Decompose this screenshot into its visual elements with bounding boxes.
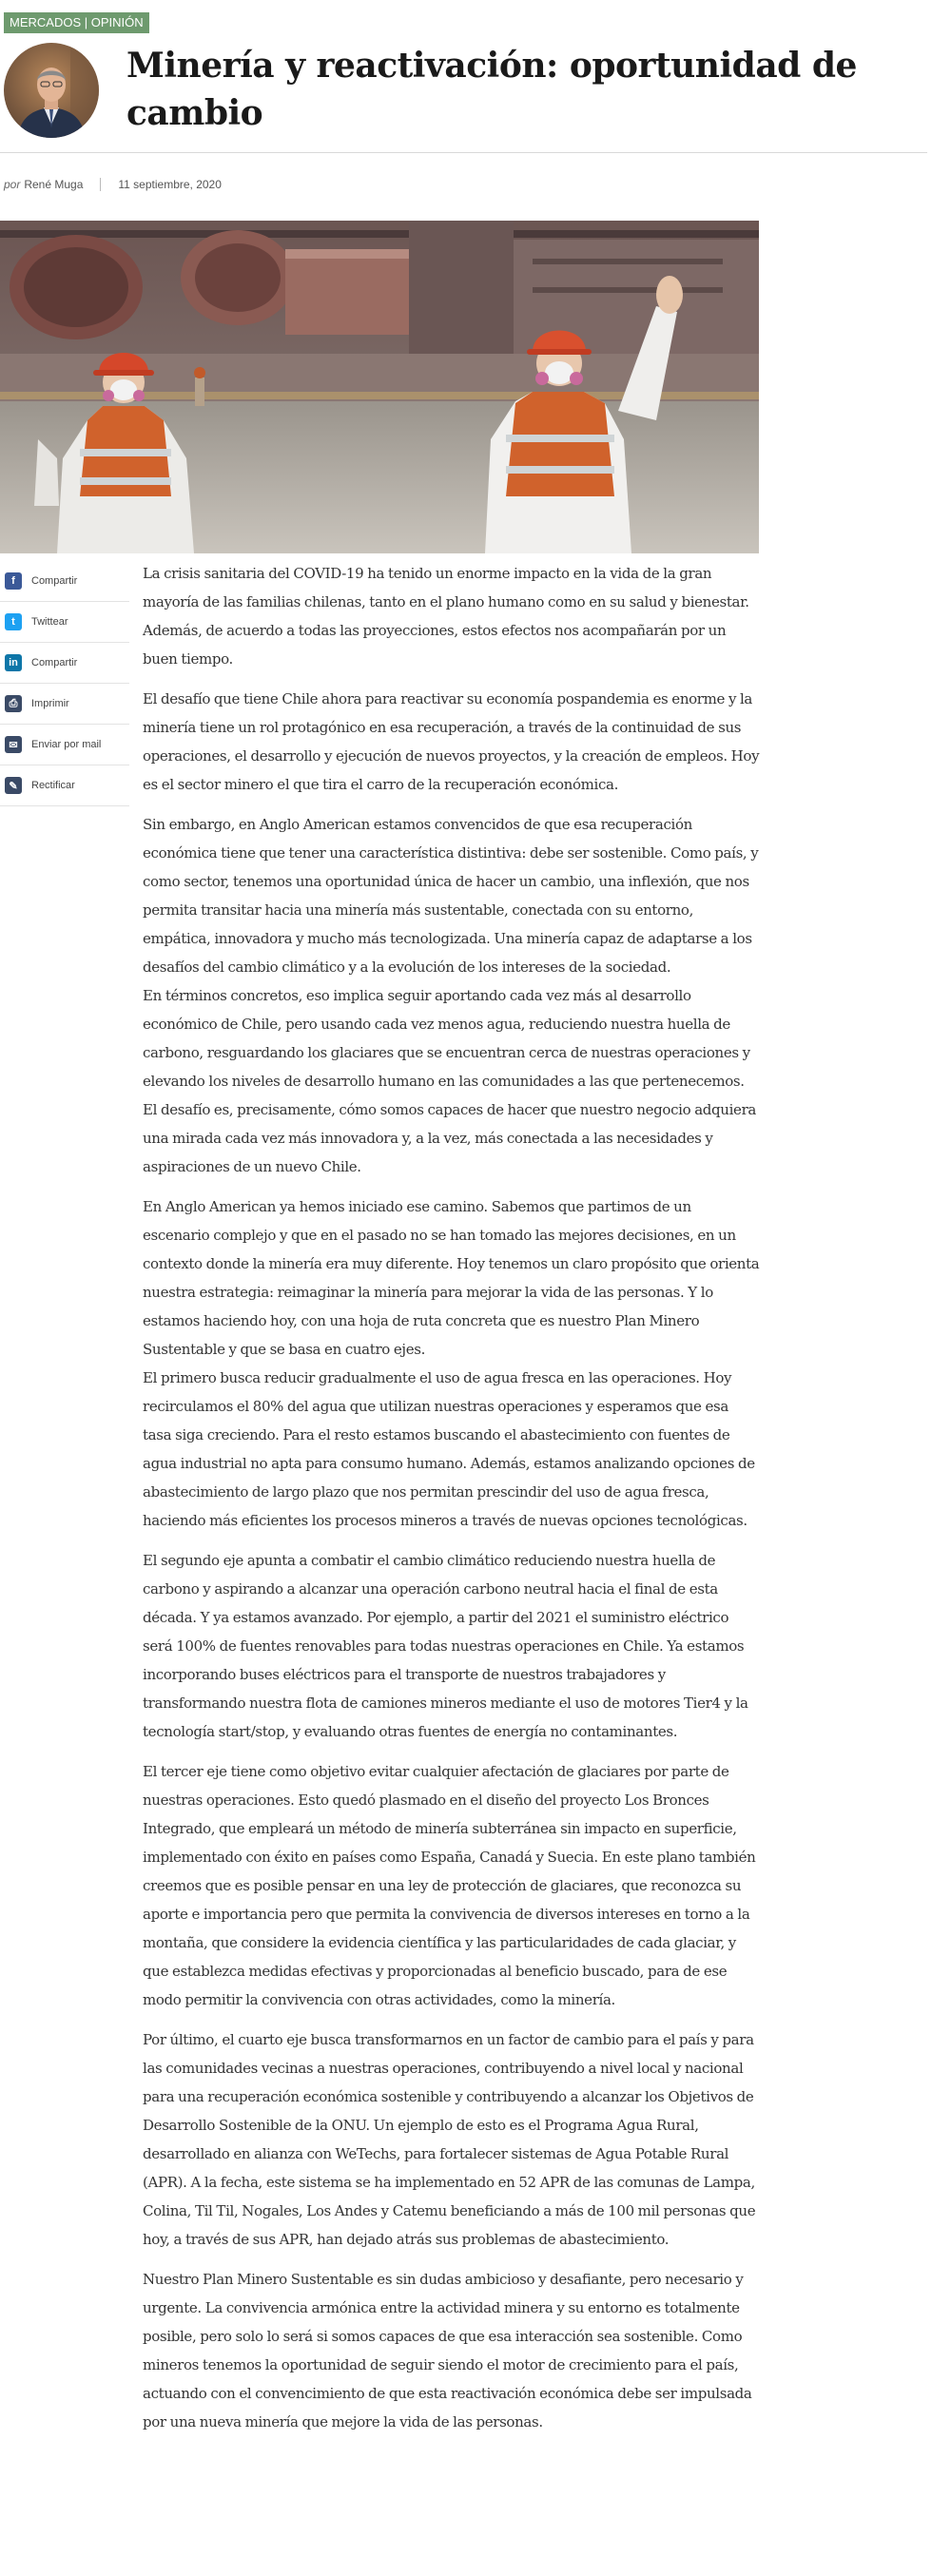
share-twitter-button[interactable] xyxy=(0,602,129,643)
article-paragraph: En términos concretos, eso implica seguir aportando cada vez más al desarrollo económico de Chile, pero usando cada vez menos agua, reduciendo nuestra huella de carbono, resguardando los glaciares que se encuentran cerca de nuestras operaciones y elevando los niveles de desarrollo humano en las comunidades a las que pertenecemos. El desafío es, precisamente, cómo somos capaces de hacer que nuestro negocio adquiera una mirada cada vez más innovadora y, a la vez, más conectada a las necesidades y aspiraciones de un nuevo Chile. xyxy=(143,987,757,1175)
article-paragraph: Por último, el cuarto eje busca transformarnos en un factor de cambio para el país y para las comunidades vecinas a nuestras operaciones, contribuyendo a nivel local y nacional para una recuperación económica sostenible y contribuyendo a alcanzar los Objetivos de Desarrollo Sostenible de la ONU. Un ejemplo de esto es el Programa Agua Rural, desarrollado en alianza con WeTechs, para fortalecer sistemas de Agua Potable Rural (APR). A la fecha, este sistema se ha implementado en 52 APR de las comunas de Lampa, Colina, Til Til, Nogales, Los Andes y Catemu beneficiando a más de 100 mil personas que hoy, a través de sus APR, han dejado atrás sus problemas de abastecimiento. xyxy=(143,2031,756,2248)
article-paragraph: El desafío que tiene Chile ahora para reactivar su economía pospandemia es enorme y la minería tiene un rol protagónico en esa recuperación, a través de la continuidad de sus operaciones, el desarrollo y ejecución de nuevos proyectos, y la creación de empleos. Hoy es el sector minero el que tira el carro de la recuperación económica. xyxy=(143,690,760,793)
share-facebook-button[interactable] xyxy=(0,561,129,602)
mail-icon: ✉ xyxy=(5,736,22,753)
article-paragraph: El tercer eje tiene como objetivo evitar cualquier afectación de glaciares por parte de nuestras operaciones. Esto quedó plasmado en el diseño del proyecto Los Bronces Integrado, que empleará un método de minería subterránea sin impacto en superficie, implementado con éxito en países como España, Canadá y Suecia. En este plano también creemos que es posible pensar en una ley de protección de glaciares, que reconozca su aporte e importancia pero que permita la convivencia de diversos intereses en torno a la montaña, que considere la evidencia científica y las particularidades de cada glaciar, y que establezca medidas efectivas y proporcionadas al beneficio buscado, para de ese modo permitir la convivencia con otras actividades, como la minería. xyxy=(143,1763,756,2008)
article-paragraph: La crisis sanitaria del COVID-19 ha tenido un enorme impacto en la vida de la gran mayoría de las familias chilenas, tanto en el plano humano como en su salud y bienestar. Además, de acuerdo a todas las proyecciones, estos efectos nos acompañarán por un buen tiempo. xyxy=(143,565,749,668)
share-sidebar xyxy=(0,561,129,806)
byline-prefix: por xyxy=(4,178,21,191)
publish-date: 11 septiembre, 2020 xyxy=(118,178,222,191)
hero-image xyxy=(0,221,759,553)
share-label: Rectificar xyxy=(31,780,75,791)
author-avatar xyxy=(4,43,99,138)
rectify-button[interactable] xyxy=(0,765,129,806)
edit-icon: ✎ xyxy=(5,777,22,794)
article-paragraph: Sin embargo, en Anglo American estamos convencidos de que esa recuperación económica tiene que tener una característica distintiva: debe ser sostenible. Como país, y como sector, tenemos una oportunidad única de hacer un cambio, una inflexión, que nos permita transitar hacia una minería más sustentable, conectada con su entorno, empática, innovadora y mucho más tecnologizada. Una minería capaz de adaptarse a los desafíos del cambio climático y a la evolución de los intereses de la sociedad. xyxy=(143,816,759,976)
print-button[interactable] xyxy=(0,684,129,725)
print-icon: ⎙ xyxy=(5,695,22,712)
article-title: Minería y reactivación: oportunidad de cambio xyxy=(126,46,857,133)
share-label: Imprimir xyxy=(31,698,69,709)
share-label: Compartir xyxy=(31,575,78,587)
section-tag[interactable]: MERCADOS | OPINIÓN xyxy=(4,12,149,33)
share-label: Twittear xyxy=(31,616,68,628)
author-name[interactable]: René Muga xyxy=(24,178,84,191)
header-divider xyxy=(0,152,927,153)
article-paragraph: El segundo eje apunta a combatir el cambio climático reduciendo nuestra huella de carbono y aspirando a alcanzar una operación carbono neutral hacia el final de esta década. Y ya estamos avanzado. Por ejemplo, a partir del 2021 el suministro eléctrico será 100% de fuentes renovables para todas nuestras operaciones en Chile. Ya estamos incorporando buses eléctricos para el transporte de nuestros trabajadores y transformando nuestra flota de camiones mineros mediante el uso de motores Tier4 y la tecnología start/stop, y evaluando otras fuentes de energía no contaminantes. xyxy=(143,1552,748,1740)
article-body xyxy=(143,559,761,2436)
twitter-icon: t xyxy=(5,613,22,630)
share-linkedin-button[interactable] xyxy=(0,643,129,684)
article-paragraph: Nuestro Plan Minero Sustentable es sin dudas ambicioso y desafiante, pero necesario y urgente. La convivencia armónica entre la actividad minera y su entorno es totalmente posible, pero solo lo será si somos capaces de que esa interacción sea sostenible. Como mineros tenemos la oportunidad de seguir siendo el motor de crecimiento para el país, actuando con el convencimiento de que esta reactivación económica debe ser impulsada por una nueva minería que mejore la vida de las personas. xyxy=(143,2271,752,2431)
byline-divider xyxy=(100,178,101,191)
byline xyxy=(4,178,222,191)
share-label: Enviar por mail xyxy=(31,739,102,750)
article-paragraph: El primero busca reducir gradualmente el uso de agua fresca en las operaciones. Hoy recirculamos el 80% del agua que utilizan nuestras operaciones y esperamos que esa tasa siga creciendo. Para el resto estamos buscando el abastecimiento con fuentes de agua industrial no apta para consumo humano. Además, estamos analizando opciones de abastecimiento de largo plazo que nos permitan prescindir del uso de agua fresca, haciendo más eficientes los procesos mineros a través de nuevas opciones tecnológicas. xyxy=(143,1369,755,1529)
facebook-icon: f xyxy=(5,572,22,590)
linkedin-icon: in xyxy=(5,654,22,671)
share-label: Compartir xyxy=(31,657,78,668)
email-button[interactable] xyxy=(0,725,129,765)
article-paragraph: En Anglo American ya hemos iniciado ese camino. Sabemos que partimos de un escenario complejo y que en el pasado no se han tomado las mejores decisiones, en un contexto donde la minería era muy diferente. Hoy tenemos un claro propósito que orienta nuestra estrategia: reimaginar la minería para mejorar la vida de las personas. Y lo estamos haciendo hoy, con una hoja de ruta concreta que es nuestro Plan Minero Sustentable y que se basa en cuatro ejes. xyxy=(143,1198,760,1358)
